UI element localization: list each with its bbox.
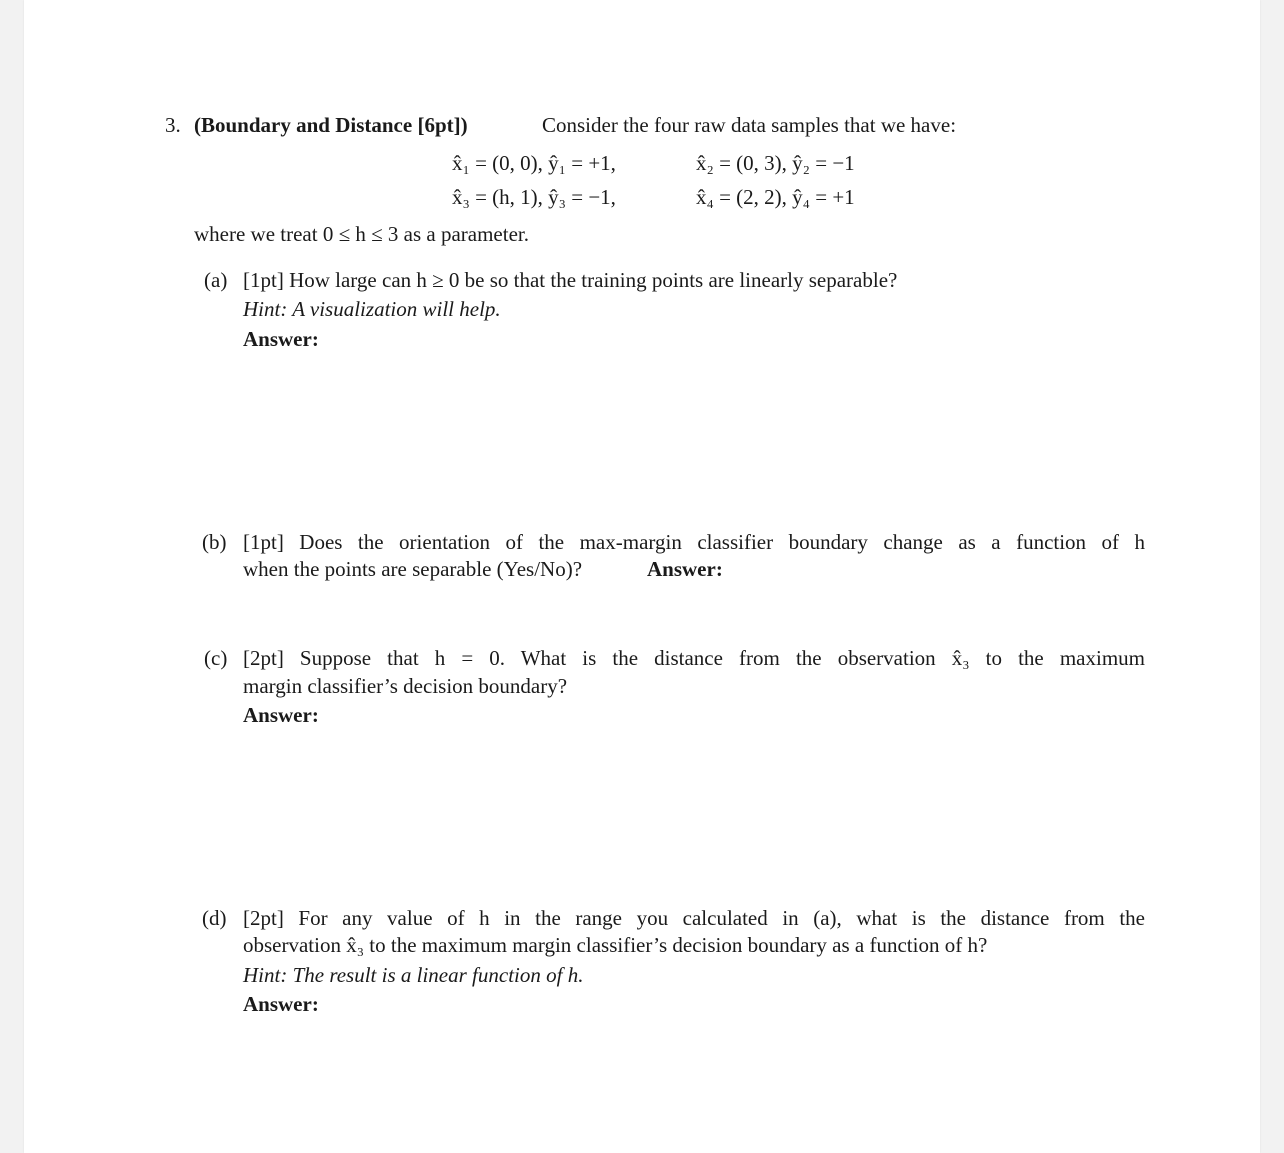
part-b-label: (b) <box>202 530 227 554</box>
question-intro: Consider the four raw data samples that we have: <box>542 113 957 137</box>
part-a-answer-label: Answer: <box>243 327 319 351</box>
part-a-label: (a) <box>204 268 228 292</box>
part-d-text-line1: [2pt] For any value of h in the range you calculated in (a), what is the distance from the <box>243 906 1145 930</box>
part-b-answer-label: Answer: <box>647 557 723 581</box>
part-c-text-line1: [2pt] Suppose that h = 0. What is the distance from the observation x̂₃ to the maximum <box>243 646 1145 670</box>
part-a-hint: Hint: A visualization will help. <box>243 297 501 321</box>
where-text: where we treat 0 ≤ h ≤ 3 as a parameter. <box>194 222 529 246</box>
part-d-answer-label: Answer: <box>243 992 319 1016</box>
document-page <box>24 0 1260 1153</box>
equation-x1: x̂₁ = (0, 0), ŷ₁ = +1, <box>452 151 616 175</box>
part-c-text-line2: margin classifier’s decision boundary? <box>243 674 568 698</box>
part-c-label: (c) <box>204 646 228 670</box>
part-c-answer-label: Answer: <box>243 703 319 727</box>
part-b-text-line2: when the points are separable (Yes/No)? <box>243 557 583 581</box>
part-d-hint: Hint: The result is a linear function of h. <box>243 963 584 987</box>
question-title: (Boundary and Distance [6pt]) <box>194 113 468 137</box>
part-d-label: (d) <box>202 906 227 930</box>
part-d-text-line2: observation x̂₃ to the maximum margin classifier’s decision boundary as a function of h? <box>243 933 988 957</box>
question-number: 3. <box>165 113 181 137</box>
equation-x4: x̂₄ = (2, 2), ŷ₄ = +1 <box>696 185 855 209</box>
part-a-text: [1pt] How large can h ≥ 0 be so that the training points are linearly separable? <box>243 268 898 292</box>
equation-x2: x̂₂ = (0, 3), ŷ₂ = −1 <box>696 151 855 175</box>
equation-x3: x̂₃ = (h, 1), ŷ₃ = −1, <box>452 185 616 209</box>
part-b-text-line1: [1pt] Does the orientation of the max-margin classifier boundary change as a function of h <box>243 530 1145 554</box>
